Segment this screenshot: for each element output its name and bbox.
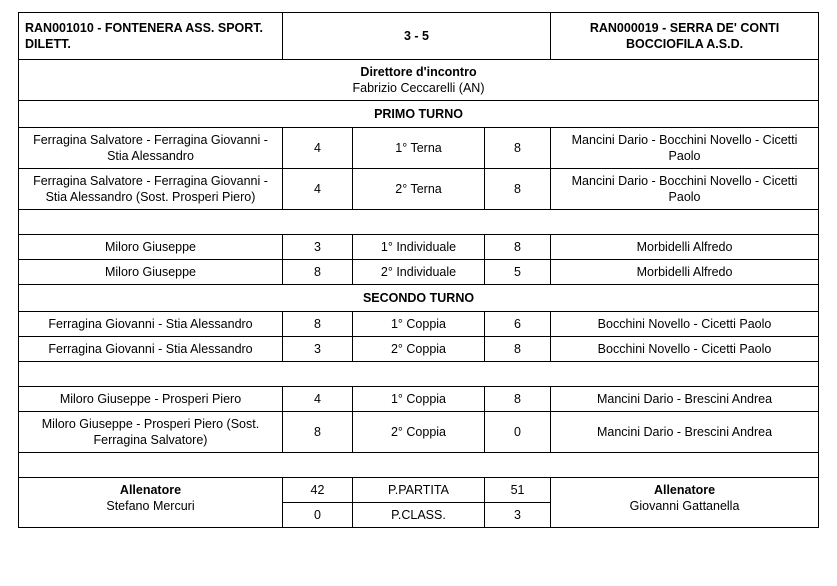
director-cell (19, 60, 819, 101)
match-row (19, 235, 819, 260)
home-score: 8 (283, 412, 353, 453)
home-score: 3 (283, 337, 353, 362)
director-label: Direttore d'incontro (360, 65, 477, 79)
match-row (19, 312, 819, 337)
home-score: 4 (283, 387, 353, 412)
game-type: 1° Terna (353, 128, 485, 169)
away-players: Morbidelli Alfredo (551, 260, 819, 285)
home-players: Ferragina Salvatore - Ferragina Giovanni - Stia Alessandro (19, 128, 283, 169)
section-row (19, 285, 819, 312)
partita-label: P.PARTITA (353, 478, 485, 503)
spacer-row (19, 362, 819, 387)
home-players: Ferragina Giovanni - Stia Alessandro (19, 337, 283, 362)
away-players: Mancini Dario - Bocchini Novello - Cicetti Paolo (551, 128, 819, 169)
away-score: 8 (485, 337, 551, 362)
home-score: 4 (283, 169, 353, 210)
spacer-cell (19, 362, 819, 387)
game-type: 2° Individuale (353, 260, 485, 285)
match-row (19, 169, 819, 210)
match-score: 3 - 5 (283, 13, 551, 60)
director-name: Fabrizio Ceccarelli (AN) (352, 81, 485, 95)
away-players: Bocchini Novello - Cicetti Paolo (551, 337, 819, 362)
game-type: 1° Coppia (353, 387, 485, 412)
away-team: RAN000019 - SERRA DE' CONTI BOCCIOFILA A.S.D. (551, 13, 819, 60)
home-coach (19, 478, 283, 528)
home-partita-points: 42 (283, 478, 353, 503)
away-score: 8 (485, 387, 551, 412)
away-coach (551, 478, 819, 528)
match-report-table (18, 12, 819, 528)
away-score: 0 (485, 412, 551, 453)
home-score: 3 (283, 235, 353, 260)
section-title-secondo: SECONDO TURNO (19, 285, 819, 312)
away-coach-name: Giovanni Gattanella (629, 499, 740, 513)
away-players: Mancini Dario - Brescini Andrea (551, 387, 819, 412)
spacer-cell (19, 453, 819, 478)
game-type: 1° Individuale (353, 235, 485, 260)
game-type: 2° Coppia (353, 412, 485, 453)
spacer-cell (19, 210, 819, 235)
header-row (19, 13, 819, 60)
home-players: Ferragina Salvatore - Ferragina Giovanni - Stia Alessandro (Sost. Prosperi Piero) (19, 169, 283, 210)
away-class-points: 3 (485, 503, 551, 528)
spacer-row (19, 453, 819, 478)
away-score: 8 (485, 235, 551, 260)
spacer-row (19, 210, 819, 235)
away-players: Mancini Dario - Brescini Andrea (551, 412, 819, 453)
away-score: 6 (485, 312, 551, 337)
away-players: Bocchini Novello - Cicetti Paolo (551, 312, 819, 337)
home-players: Miloro Giuseppe - Prosperi Piero (19, 387, 283, 412)
away-score: 8 (485, 169, 551, 210)
game-type: 2° Coppia (353, 337, 485, 362)
home-coach-name: Stefano Mercuri (106, 499, 195, 513)
away-coach-label: Allenatore (653, 483, 716, 497)
away-partita-points: 51 (485, 478, 551, 503)
home-players: Miloro Giuseppe (19, 235, 283, 260)
class-label: P.CLASS. (353, 503, 485, 528)
home-coach-label: Allenatore (119, 483, 182, 497)
away-players: Morbidelli Alfredo (551, 235, 819, 260)
home-players: Ferragina Giovanni - Stia Alessandro (19, 312, 283, 337)
match-row (19, 387, 819, 412)
footer-row-partita (19, 478, 819, 503)
away-score: 5 (485, 260, 551, 285)
section-row (19, 101, 819, 128)
home-team: RAN001010 - FONTENERA ASS. SPORT. DILETT. (19, 13, 283, 60)
section-title-primo: PRIMO TURNO (19, 101, 819, 128)
home-score: 8 (283, 312, 353, 337)
home-score: 8 (283, 260, 353, 285)
match-row (19, 128, 819, 169)
home-score: 4 (283, 128, 353, 169)
away-players: Mancini Dario - Bocchini Novello - Cicetti Paolo (551, 169, 819, 210)
match-row (19, 260, 819, 285)
away-score: 8 (485, 128, 551, 169)
game-type: 1° Coppia (353, 312, 485, 337)
home-players: Miloro Giuseppe (19, 260, 283, 285)
match-row (19, 412, 819, 453)
home-class-points: 0 (283, 503, 353, 528)
home-players: Miloro Giuseppe - Prosperi Piero (Sost. Ferragina Salvatore) (19, 412, 283, 453)
director-row (19, 60, 819, 101)
game-type: 2° Terna (353, 169, 485, 210)
match-row (19, 337, 819, 362)
